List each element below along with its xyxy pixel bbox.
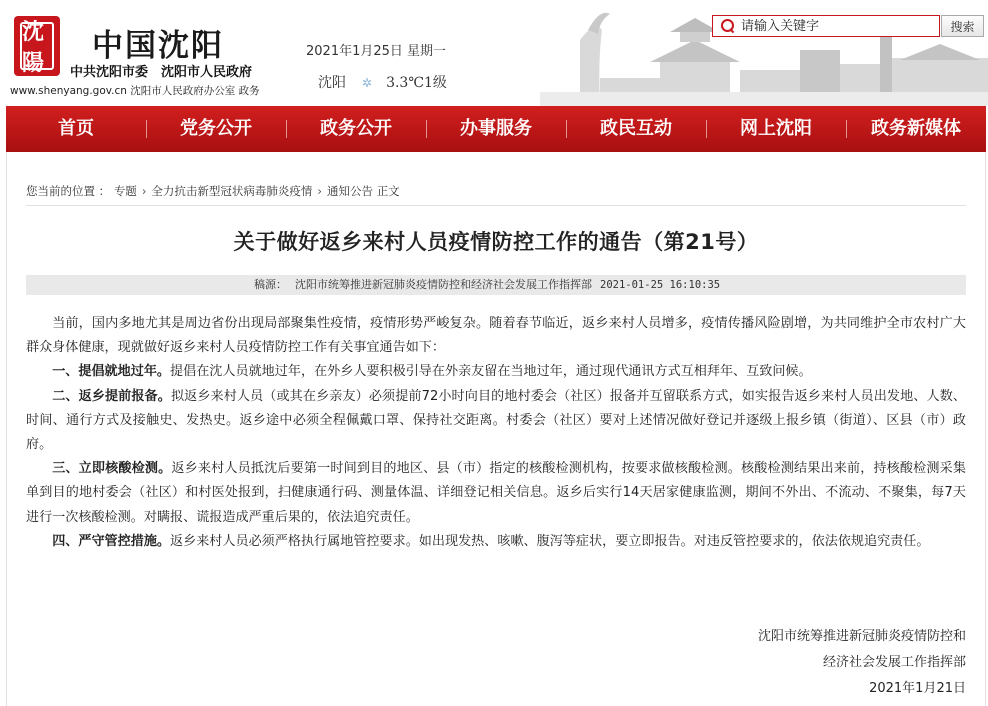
nav-item-online-shenyang[interactable]: 网上沈阳 xyxy=(706,106,846,152)
section-heading: 三、立即核酸检测。 xyxy=(52,461,172,477)
weather-widget xyxy=(318,72,447,92)
current-date: 2021年1月25日 星期一 xyxy=(306,44,447,59)
breadcrumb-item-covid[interactable]: 全力抗击新型冠状病毒肺炎疫情 xyxy=(151,184,313,198)
search-box xyxy=(712,15,940,37)
city-logo-mark: 沈陽 xyxy=(20,22,54,70)
main-nav xyxy=(6,106,986,152)
breadcrumb xyxy=(26,183,400,199)
nav-item-new-media[interactable]: 政务新媒体 xyxy=(846,106,986,152)
signature-date: 2021年1月21日 xyxy=(869,681,966,696)
section-heading: 四、严守管控措施。 xyxy=(52,533,171,549)
nav-item-government-affairs[interactable]: 政务公开 xyxy=(286,106,426,152)
article-meta xyxy=(26,275,966,295)
article-section xyxy=(26,385,966,458)
article-time: 2021-01-25 16:10:35 xyxy=(600,279,721,291)
article-intro: 当前，国内多地尤其是周边省份出现局部聚集性疫情，疫情形势严峻复杂。随着春节临近，返乡来村人员增多，疫情传播风险剧增，为共同维护全市农村广大群众身体健康，现就做好返乡来村人员疫情防控工作有关事宜通告如下： xyxy=(26,316,966,356)
article-title: 关于做好返乡来村人员疫情防控工作的通告（第21号） xyxy=(233,230,759,254)
section-heading: 二、返乡提前报备。 xyxy=(52,388,171,404)
search-icon xyxy=(721,19,735,33)
search-button[interactable]: 搜索 xyxy=(941,15,984,37)
weather-city: 沈阳 xyxy=(318,75,346,91)
breadcrumb-item-notices[interactable]: 通知公告 xyxy=(327,184,374,198)
article-section xyxy=(26,360,966,384)
sun-icon: ✲ xyxy=(362,76,373,90)
nav-item-home[interactable]: 首页 xyxy=(58,118,94,139)
site-url: www.shenyang.gov.cn 沈阳市人民政府办公室 政务 xyxy=(10,85,260,97)
divider xyxy=(26,205,966,206)
article-source: 沈阳市统筹推进新冠肺炎疫情防控和经济社会发展工作指挥部 xyxy=(295,278,592,291)
breadcrumb-current: 正文 xyxy=(376,184,400,198)
breadcrumb-separator: › xyxy=(141,184,147,198)
article-section xyxy=(26,530,966,554)
breadcrumb-prefix: 您当前的位置 ： xyxy=(26,184,111,198)
breadcrumb-item-topics[interactable]: 专题 xyxy=(113,184,137,198)
section-text: 拟返乡来村人员（或其在乡亲友）必须提前72小时向目的地村委会（社区）报备并互留联系方式，如实报告返乡来村人员出发地、人数、时间、通行方式及接触史、发热史。返乡途中必须全程佩戴口罩、保持社交距离。村委会（社区）要对上述情况做好登记并逐级上报乡镇（街道）、区县（市）政府。 xyxy=(26,388,966,453)
article-signature xyxy=(758,624,966,702)
signature-org-line2: 经济社会发展工作指挥部 xyxy=(822,655,966,670)
section-text: 返乡来村人员抵沈后要第一时间到目的地区、县（市）指定的核酸检测机构，按要求做核酸检测。核酸检测结果出来前，持核酸检测采集单到目的地村委会（社区）和村医处报到，扫健康通行码、测量体温、详细登记相关信息。返乡后实行14天居家健康监测，期间不外出、不流动、不聚集，每7天进行一次核酸检测。对瞒报、谎报造成严重后果的，依法追究责任。 xyxy=(26,461,967,525)
weather-temp: 3.3℃1级 xyxy=(386,75,447,91)
site-header xyxy=(0,0,988,106)
nav-item-services[interactable]: 办事服务 xyxy=(426,106,566,152)
search-input[interactable] xyxy=(741,19,931,34)
breadcrumb-separator: › xyxy=(317,184,323,198)
section-text: 返乡来村人员必须严格执行属地管控要求。如出现发热、咳嗽、腹泻等症状，要立即报告。对违反管控要求的，依法依规追究责任。 xyxy=(170,533,930,549)
site-title[interactable]: 中国沈阳 xyxy=(92,28,224,64)
signature-org-line1: 沈阳市统筹推进新冠肺炎疫情防控和 xyxy=(757,629,966,644)
section-text: 提倡在沈人员就地过年，在外乡人要积极引导在外亲友留在当地过年，通过现代通讯方式互相拜年、互致问候。 xyxy=(170,364,812,380)
nav-item-interaction[interactable]: 政民互动 xyxy=(566,106,706,152)
city-logo[interactable] xyxy=(14,16,60,76)
article-body xyxy=(26,312,966,554)
source-label: 稿源： xyxy=(254,278,287,291)
article-section xyxy=(26,457,966,530)
nav-item-party-affairs[interactable]: 党务公开 xyxy=(146,106,286,152)
site-subtitle: 中共沈阳市委 沈阳市人民政府 xyxy=(70,65,253,80)
section-heading: 一、提倡就地过年。 xyxy=(52,364,171,380)
